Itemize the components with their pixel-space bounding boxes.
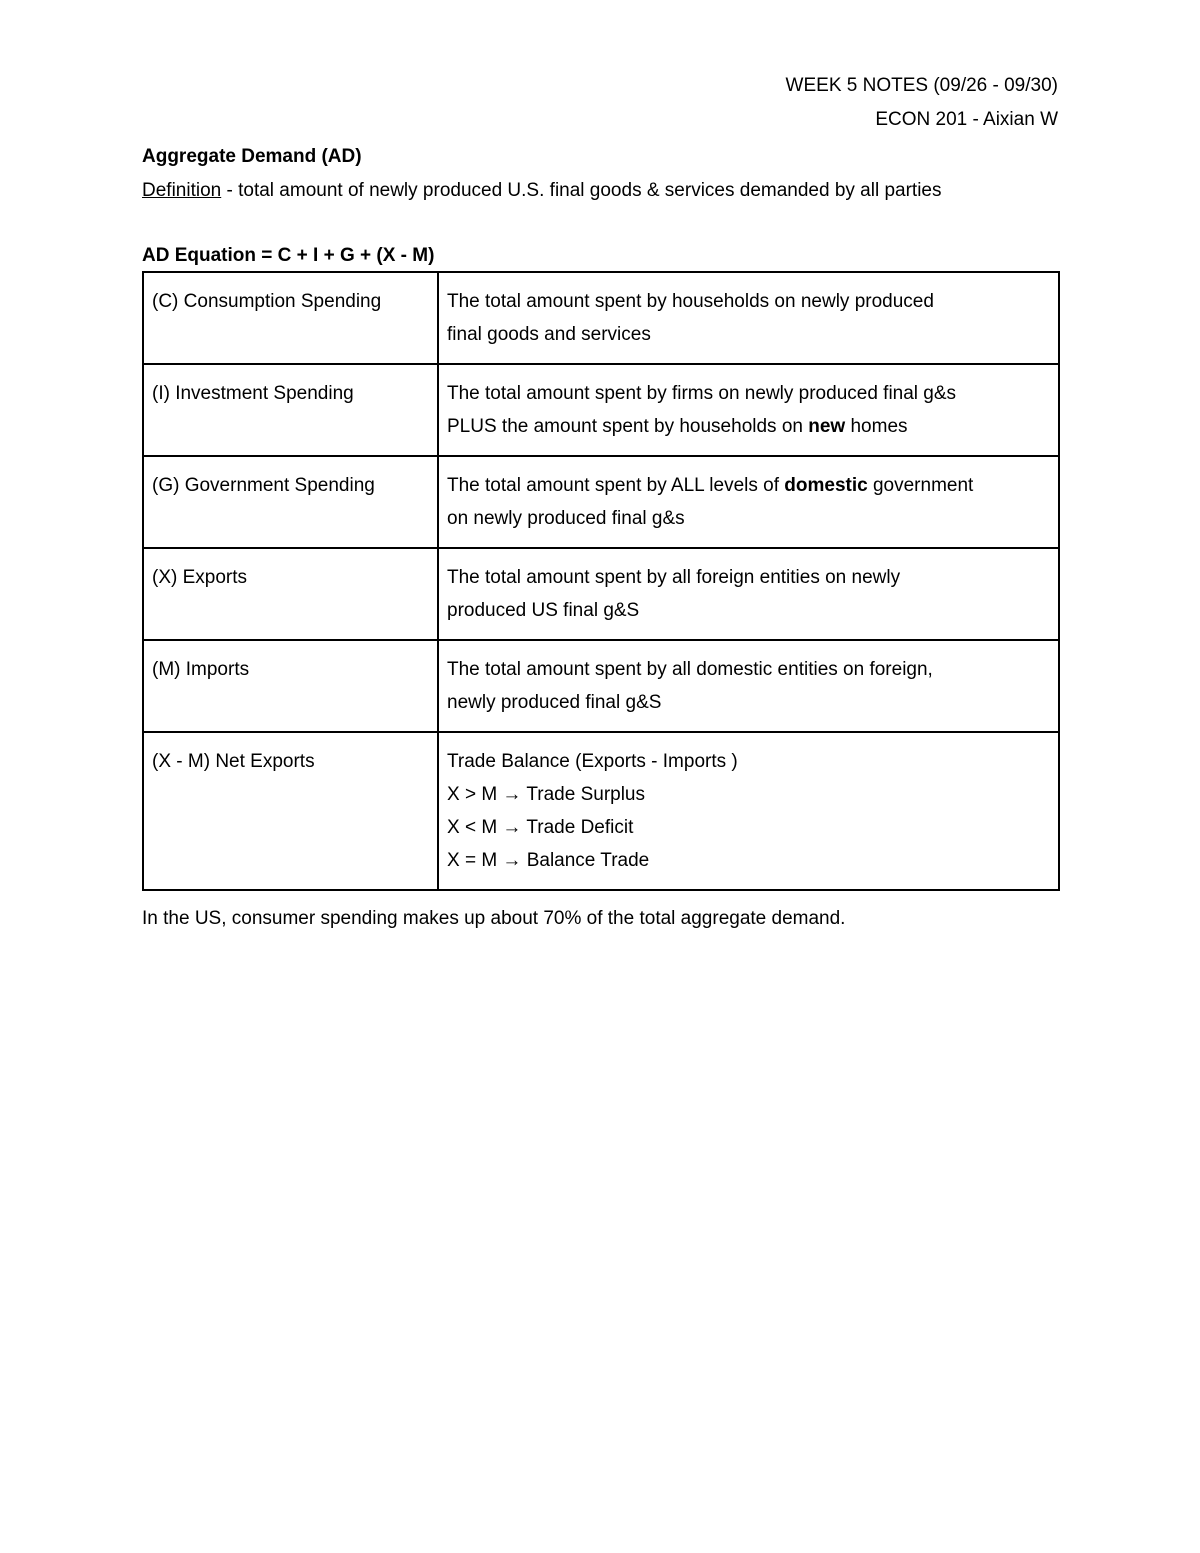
component-description bbox=[438, 640, 1059, 732]
component-description bbox=[438, 364, 1059, 456]
component-label: (G) Government Spending bbox=[143, 456, 438, 548]
component-description bbox=[438, 456, 1059, 548]
description-line: The total amount spent by firms on newly produced final g&s bbox=[447, 383, 957, 404]
description-text: government bbox=[867, 475, 974, 496]
component-description bbox=[438, 548, 1059, 640]
week-header: WEEK 5 NOTES (09/26 - 09/30) bbox=[785, 75, 1058, 96]
consumer-spending-note: In the US, consumer spending makes up about 70% of the total aggregate demand. bbox=[142, 908, 846, 929]
emphasis-domestic: domestic bbox=[784, 475, 868, 496]
description-line: The total amount spent by all domestic entities on foreign, bbox=[447, 659, 933, 680]
description-line: X = M → Balance Trade bbox=[447, 850, 650, 871]
component-label: (X - M) Net Exports bbox=[143, 732, 438, 890]
description-line: The total amount spent by households on newly produced bbox=[447, 291, 934, 312]
table-row-investment bbox=[143, 364, 1059, 456]
component-label: (X) Exports bbox=[143, 548, 438, 640]
ad-equation: AD Equation = C + I + G + (X - M) bbox=[142, 245, 435, 266]
description-line: X > M → Trade Surplus bbox=[447, 784, 645, 805]
description-line: Trade Balance (Exports - Imports ) bbox=[447, 751, 738, 772]
description-line: final goods and services bbox=[447, 324, 651, 345]
definition-term: Definition bbox=[142, 180, 222, 201]
ad-components-table bbox=[142, 271, 1060, 891]
description-line: The total amount spent by all foreign entities on newly bbox=[447, 567, 901, 588]
description-line: on newly produced final g&s bbox=[447, 508, 685, 529]
definition-text: - total amount of newly produced U.S. final goods & services demanded by all parties bbox=[221, 180, 942, 201]
definition-paragraph bbox=[142, 179, 942, 203]
description-text: PLUS the amount spent by households on bbox=[447, 416, 809, 437]
description-line: produced US final g&S bbox=[447, 600, 640, 621]
component-label: (M) Imports bbox=[143, 640, 438, 732]
description-text: homes bbox=[845, 416, 908, 437]
emphasis-new: new bbox=[808, 416, 846, 437]
table-row-imports bbox=[143, 640, 1059, 732]
description-line bbox=[447, 469, 1050, 502]
description-line: newly produced final g&S bbox=[447, 692, 662, 713]
course-header: ECON 201 - Aixian W bbox=[875, 109, 1058, 130]
component-description bbox=[438, 272, 1059, 364]
table-row-net-exports bbox=[143, 732, 1059, 890]
component-label: (I) Investment Spending bbox=[143, 364, 438, 456]
table-row-exports bbox=[143, 548, 1059, 640]
description-line bbox=[447, 410, 1050, 443]
component-description bbox=[438, 732, 1059, 890]
table-row-government bbox=[143, 456, 1059, 548]
section-title: Aggregate Demand (AD) bbox=[142, 146, 362, 167]
table-row-consumption bbox=[143, 272, 1059, 364]
component-label: (C) Consumption Spending bbox=[143, 272, 438, 364]
description-line: X < M → Trade Deficit bbox=[447, 817, 634, 838]
description-text: The total amount spent by ALL levels of bbox=[447, 475, 785, 496]
